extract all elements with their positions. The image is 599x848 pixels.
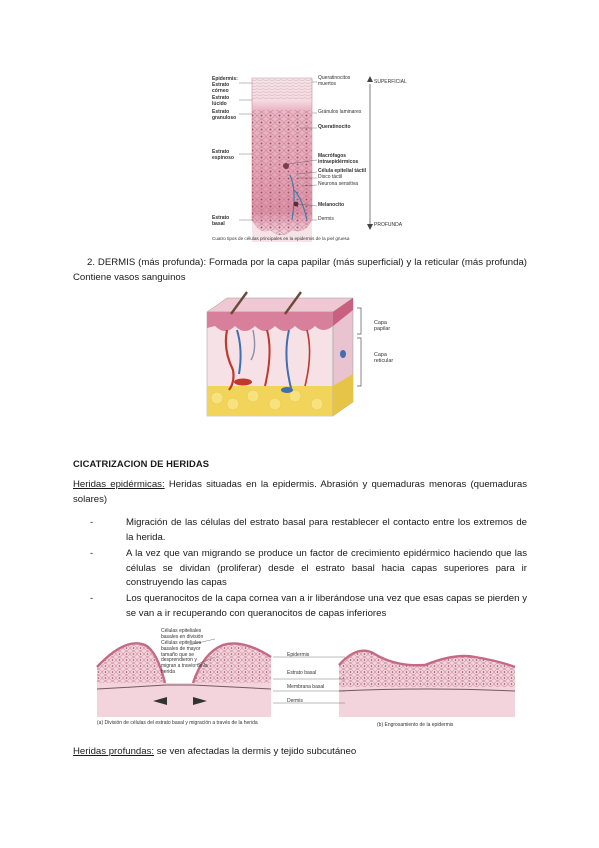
label-epidermis-fig3: Epidermis	[287, 652, 310, 658]
section-heading: CICATRIZACION DE HERIDAS	[73, 458, 210, 469]
label-epidermis: Epidermis:	[212, 76, 238, 82]
dermis-paragraph: 2. DERMIS (más profunda): Formada por la capa papilar (más superficial) y la reticular (más profunda) Contiene vasos sanguinos	[73, 257, 527, 283]
label-dermis-fig3: Dermis	[287, 698, 303, 704]
caption-b: (b) Engrosamiento de la epidermis	[377, 722, 454, 728]
deep-paragraph	[73, 745, 527, 760]
figure-dermis-block	[203, 290, 403, 422]
figure-wound-healing	[95, 627, 517, 735]
list-item: - Migración de las células del estrato basal para restablecer el contacto entre los extremos de la herida.	[90, 516, 527, 546]
wound-healing-illustration	[95, 627, 517, 735]
label-division: Células epiteliales basales en división	[161, 628, 204, 640]
epidermal-title: Heridas epidérmicas:	[73, 479, 165, 490]
epidermal-bullets	[90, 516, 527, 623]
epidermal-text: Heridas situadas en la epidermis. Abrasión y quemaduras menoras (quemaduras solares)	[73, 479, 527, 505]
epidermal-paragraph	[73, 478, 527, 508]
label-disco-tactil: Disco táctil	[318, 174, 343, 180]
label-queratinocitos-muertos: Queratinocitos muertos	[318, 75, 351, 87]
label-neurona-sensitiva: Neurona sensitiva	[318, 181, 359, 187]
label-granulos-laminares: Gránulos laminares	[318, 109, 362, 115]
caption-a: (a) División de células del estrato basal y migración a través de la herida	[97, 720, 258, 726]
label-melanocito: Melanocito	[318, 202, 345, 208]
label-celula-epitelial-tactil: Célula epitelial táctil	[318, 168, 367, 174]
list-item: - A la vez que van migrando se produce un factor de crecimiento epidérmico haciendo que las células se dividan (proliferar) desde el estrato basal hacia capas superiores para ir construyendo las capas	[90, 547, 527, 592]
label-estrato-corneo: Estrato córneo	[212, 82, 230, 94]
label-estrato-granuloso: Estrato granuloso	[212, 109, 237, 121]
deep-title: Heridas profundas:	[73, 746, 155, 757]
label-estrato-lucido: Estrato lúcido	[212, 95, 230, 107]
epidermis-illustration	[212, 70, 532, 248]
label-queratinocito: Queratinocito	[318, 124, 351, 130]
label-capa-reticular: Capa reticular	[374, 352, 394, 365]
label-superficial: SUPERFICIAL	[374, 79, 407, 85]
label-migration: Células epiteliales basales de mayor tamaño que se desprendieron y migran a través de la herida	[161, 640, 208, 675]
figure-epidermis	[212, 70, 532, 248]
label-estrato-espinoso: Estrato espinoso	[212, 149, 234, 161]
list-item: - Los queranocitos de la capa cornea van a ir liberándose una vez que esas capas se pierden y se van a ir recuperando con queranocitos de capas inferiores	[90, 592, 527, 622]
label-membrana-basal: Membrana basal	[287, 684, 325, 690]
label-profunda: PROFUNDA	[374, 222, 403, 228]
deep-text: se ven afectadas la dermis y tejido subcutáneo	[154, 746, 357, 757]
figure1-caption: Cuatro tipos de células principales en la epidermis de la piel gruesa	[212, 236, 350, 241]
dermis-block-illustration	[203, 290, 403, 422]
label-estrato-basal: Estrato basal	[212, 215, 230, 227]
label-dermis-fig1: Dermis	[318, 216, 334, 222]
label-estrato-basal-fig3: Estrato basal	[287, 670, 317, 676]
label-capa-papilar: Capa papilar	[374, 320, 391, 333]
label-macrofagos: Macrófagos intraepidérmicos	[318, 153, 359, 165]
